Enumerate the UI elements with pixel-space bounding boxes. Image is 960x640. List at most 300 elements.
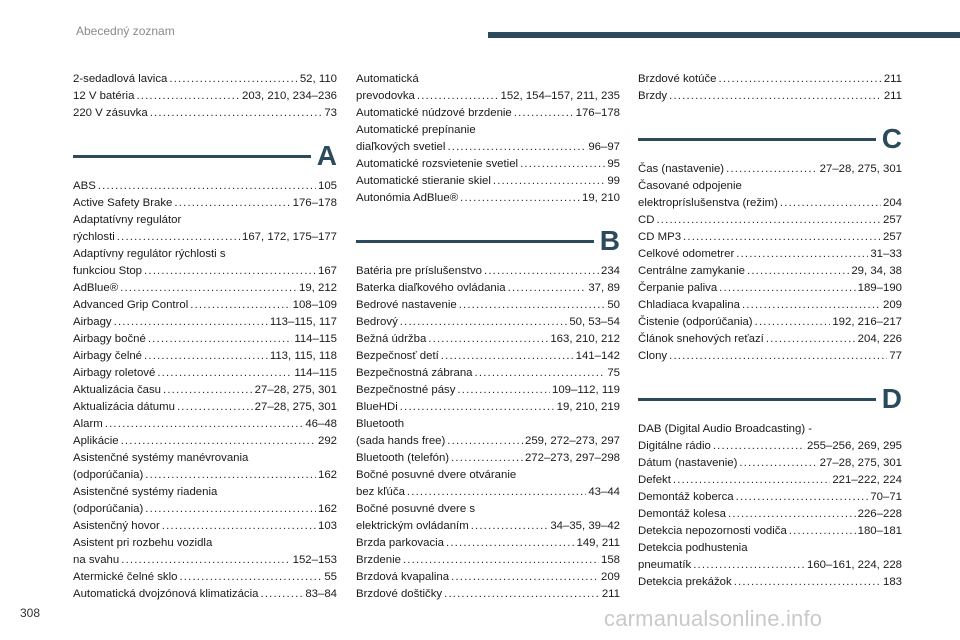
index-line — [73, 569, 337, 586]
index-term: Bedrový — [356, 316, 398, 328]
index-pages: 19, 210, 219 — [556, 401, 620, 413]
index-pages: 221–222, 224 — [832, 474, 902, 486]
index-term: Detekcia prekážok — [638, 576, 732, 588]
index-term: Active Safety Brake — [73, 197, 173, 209]
index-pages: 180–181 — [857, 525, 902, 537]
index-term: Batéria pre príslušenstvo — [356, 265, 482, 277]
index-term: Čistenie (odporúčania) — [638, 316, 753, 328]
dot-leader — [739, 455, 817, 472]
index-term: Automatické stieranie skiel — [356, 175, 491, 187]
index-line — [73, 212, 337, 229]
dot-leader — [261, 586, 304, 603]
index-line — [356, 484, 620, 501]
index-entry — [638, 331, 902, 348]
index-pages: 73 — [324, 107, 337, 119]
dot-leader — [719, 71, 882, 88]
dot-leader — [484, 263, 599, 280]
index-pages: 34–35, 39–42 — [550, 520, 620, 532]
index-entry — [638, 71, 902, 88]
index-term: funkciou Stop — [73, 265, 143, 277]
index-entry — [356, 416, 620, 450]
index-term: Automatická — [356, 73, 419, 85]
index-term: Adaptívny regulátor rýchlosti s — [73, 248, 226, 260]
index-entry — [73, 195, 337, 212]
index-pages: 37, 89 — [588, 282, 620, 294]
dot-leader — [789, 523, 856, 540]
index-line — [73, 586, 337, 603]
index-pages: 226–228 — [857, 508, 902, 520]
index-entry — [356, 535, 620, 552]
index-entry — [73, 71, 337, 88]
index-entry — [638, 421, 902, 455]
index-line — [638, 314, 902, 331]
index-entry — [356, 467, 620, 501]
index-term: Čas (nastavenie) — [638, 163, 725, 175]
dot-leader — [766, 331, 856, 348]
index-entry — [638, 280, 902, 297]
dot-leader — [121, 552, 290, 569]
index-term: Bočné posuvné dvere s — [356, 503, 476, 515]
index-line — [73, 382, 337, 399]
index-line — [356, 331, 620, 348]
index-line — [73, 314, 337, 331]
index-pages: 46–48 — [305, 418, 337, 430]
index-pages: 19, 212 — [298, 282, 337, 294]
index-line — [356, 105, 620, 122]
index-line — [356, 467, 620, 484]
index-pages: 113–115, 117 — [269, 316, 337, 328]
index-pages: 211 — [883, 90, 902, 102]
dot-leader — [475, 365, 606, 382]
index-line — [356, 518, 620, 535]
dot-leader — [736, 489, 869, 506]
index-column-2 — [356, 71, 620, 603]
index-term: Článok snehových reťazí — [638, 333, 764, 345]
index-pages: 272–273, 297–298 — [524, 452, 620, 464]
dot-leader — [145, 501, 316, 518]
index-entry — [73, 348, 337, 365]
index-line — [638, 263, 902, 280]
index-line — [73, 280, 337, 297]
index-line — [638, 557, 902, 574]
index-line — [356, 535, 620, 552]
index-pages: 189–190 — [857, 282, 902, 294]
index-term: Asistenčný hovor — [73, 520, 160, 532]
section-header — [73, 136, 337, 173]
index-line — [638, 297, 902, 314]
index-entry — [356, 331, 620, 348]
index-pages: 52, 110 — [299, 73, 337, 85]
index-term: Bočné posuvné dvere otváranie — [356, 469, 517, 481]
index-term: Celkové odometrer — [638, 248, 735, 260]
index-pages: 204, 226 — [857, 333, 902, 345]
index-term: BlueHDi — [356, 401, 398, 413]
index-term: Automatické núdzové brzdenie — [356, 107, 512, 119]
index-entry — [356, 399, 620, 416]
dot-leader — [457, 382, 550, 399]
section-letter: D — [881, 383, 902, 414]
index-term: Brzdy — [638, 90, 668, 102]
index-line — [356, 365, 620, 382]
dot-leader — [693, 557, 805, 574]
index-line — [73, 399, 337, 416]
index-pages: 83–84 — [305, 588, 337, 600]
dot-leader — [114, 314, 268, 331]
index-pages: 29, 34, 38 — [851, 265, 902, 277]
index-pages: 99 — [607, 175, 620, 187]
index-line — [356, 501, 620, 518]
index-entry — [638, 574, 902, 591]
index-pages: 114–115 — [294, 367, 337, 379]
index-entry — [73, 433, 337, 450]
dot-leader — [447, 433, 523, 450]
index-entry — [73, 586, 337, 603]
index-pages: 75 — [607, 367, 620, 379]
index-entry — [356, 586, 620, 603]
index-line — [356, 552, 620, 569]
index-line — [638, 540, 902, 557]
dot-leader — [400, 399, 555, 416]
index-term: Advanced Grip Control — [73, 299, 189, 311]
dot-leader — [459, 297, 606, 314]
index-line — [73, 71, 337, 88]
dot-leader — [174, 195, 290, 212]
index-term: Digitálne rádio — [638, 440, 711, 452]
dot-leader — [441, 348, 574, 365]
index-pages: 255–256, 269, 295 — [806, 440, 902, 452]
index-line — [73, 178, 337, 195]
index-entry — [356, 280, 620, 297]
index-line — [73, 297, 337, 314]
index-pages: 27–28, 275, 301 — [254, 384, 337, 396]
index-column-1 — [73, 71, 337, 603]
index-entry — [356, 297, 620, 314]
index-entry — [73, 535, 337, 569]
index-entry — [356, 569, 620, 586]
index-line — [356, 139, 620, 156]
index-entry — [638, 88, 902, 105]
index-pages: 292 — [317, 435, 337, 447]
index-entry — [356, 173, 620, 190]
dot-leader — [726, 161, 818, 178]
index-pages: 209 — [882, 299, 902, 311]
dot-leader — [105, 416, 304, 433]
index-term: na svahu — [73, 554, 120, 566]
index-line — [73, 552, 337, 569]
index-pages: 50, 53–54 — [569, 316, 620, 328]
index-entry — [356, 450, 620, 467]
index-term: Bežná údržba — [356, 333, 427, 345]
index-entry — [73, 297, 337, 314]
index-pages: 50 — [607, 299, 620, 311]
index-term: ABS — [73, 180, 96, 192]
dot-leader — [669, 88, 882, 105]
index-pages: 114–115 — [294, 333, 337, 345]
index-term: Brzdové kotúče — [638, 73, 717, 85]
index-entry — [638, 348, 902, 365]
index-term: Čerpanie paliva — [638, 282, 718, 294]
dot-leader — [719, 280, 855, 297]
index-line — [356, 88, 620, 105]
index-term: Bluetooth — [356, 418, 405, 430]
index-entry — [638, 263, 902, 280]
index-line — [73, 416, 337, 433]
index-line — [638, 195, 902, 212]
dot-leader — [728, 506, 856, 523]
index-pages: 27–28, 275, 301 — [819, 163, 902, 175]
dot-leader — [656, 212, 881, 229]
index-pages: 152–153 — [292, 554, 337, 566]
watermark: carmanualsonline.info — [604, 606, 823, 631]
dot-leader — [144, 263, 316, 280]
index-term: Detekcia nepozornosti vodiča — [638, 525, 787, 537]
index-pages: 176–178 — [575, 107, 620, 119]
index-term: elektrickým ovládaním — [356, 520, 469, 532]
section-rule — [73, 155, 311, 158]
index-line — [638, 421, 902, 438]
index-pages: 162 — [317, 503, 337, 515]
index-entry — [356, 382, 620, 399]
dot-leader — [447, 139, 586, 156]
index-line — [638, 161, 902, 178]
index-pages: 103 — [317, 520, 337, 532]
index-line — [638, 280, 902, 297]
index-entry — [356, 105, 620, 122]
dot-leader — [736, 246, 868, 263]
index-line — [356, 173, 620, 190]
index-line — [73, 501, 337, 518]
section-header — [638, 379, 902, 416]
dot-leader — [98, 178, 316, 195]
dot-leader — [120, 280, 297, 297]
index-entry — [73, 416, 337, 433]
index-pages: 167 — [317, 265, 337, 277]
header-bar — [488, 32, 960, 38]
index-pages: 96–97 — [588, 141, 620, 153]
index-pages: 162 — [317, 469, 337, 481]
header-title: Abecedný zoznam — [76, 24, 175, 38]
index-line — [356, 433, 620, 450]
index-line — [356, 348, 620, 365]
index-term: Asistenčné systémy riadenia — [73, 486, 218, 498]
index-line — [356, 71, 620, 88]
dot-leader — [407, 484, 586, 501]
dot-leader — [179, 569, 322, 586]
index-term: Bezpečnosť detí — [356, 350, 439, 362]
index-term: AdBlue® — [73, 282, 119, 294]
index-pages: 176–178 — [292, 197, 337, 209]
index-term: diaľkových svetiel — [356, 141, 446, 153]
index-term: rýchlosti — [73, 231, 115, 243]
index-line — [638, 523, 902, 540]
index-column-3 — [638, 71, 902, 591]
index-entry — [73, 88, 337, 105]
dot-leader — [190, 297, 290, 314]
index-term: (odporúčania) — [73, 503, 144, 515]
index-line — [638, 472, 902, 489]
index-term: Clony — [638, 350, 668, 362]
index-term: Detekcia podhustenia — [638, 542, 748, 554]
index-term: Centrálne zamykanie — [638, 265, 745, 277]
dot-leader — [780, 195, 881, 212]
index-term: Bluetooth (telefón) — [356, 452, 450, 464]
index-entry — [73, 314, 337, 331]
index-entry — [356, 501, 620, 535]
index-pages: 257 — [882, 214, 902, 226]
dot-leader — [177, 399, 253, 416]
index-entry — [356, 263, 620, 280]
index-line — [73, 229, 337, 246]
section-letter: C — [881, 123, 902, 154]
index-term: bez kľúča — [356, 486, 405, 498]
index-pages: 55 — [324, 571, 337, 583]
index-line — [73, 263, 337, 280]
dot-leader — [460, 190, 580, 207]
index-entry — [638, 229, 902, 246]
index-pages: 149, 211 — [576, 537, 620, 549]
index-term: Automatické rozsvietenie svetiel — [356, 158, 519, 170]
index-term: CD — [638, 214, 655, 226]
index-entry — [356, 314, 620, 331]
index-term: Defekt — [638, 474, 671, 486]
dot-leader — [400, 314, 568, 331]
index-entry — [638, 314, 902, 331]
index-line — [638, 348, 902, 365]
dot-leader — [162, 518, 316, 535]
index-pages: 141–142 — [575, 350, 620, 362]
dot-leader — [148, 331, 293, 348]
index-line — [73, 433, 337, 450]
index-pages: 113, 115, 118 — [269, 350, 337, 362]
section-letter: A — [316, 140, 337, 171]
index-term: 12 V batéria — [73, 90, 135, 102]
index-term: Chladiaca kvapalina — [638, 299, 740, 311]
index-term: Asistent pri rozbehu vozidla — [73, 537, 213, 549]
dot-leader — [157, 365, 292, 382]
index-line — [638, 455, 902, 472]
index-line — [73, 467, 337, 484]
index-pages: 158 — [600, 554, 620, 566]
dot-leader — [150, 105, 323, 122]
index-term: Časované odpojenie — [638, 180, 742, 192]
index-term: Baterka diaľkového ovládania — [356, 282, 506, 294]
index-term: Demontáž koberca — [638, 491, 734, 503]
index-line — [638, 229, 902, 246]
index-term: Aktualizácia dátumu — [73, 401, 175, 413]
index-term: Alarm — [73, 418, 103, 430]
dot-leader — [508, 280, 587, 297]
index-line — [356, 297, 620, 314]
index-line — [638, 71, 902, 88]
dot-leader — [669, 348, 887, 365]
index-line — [356, 314, 620, 331]
index-entry — [356, 71, 620, 105]
index-pages: 234 — [600, 265, 620, 277]
index-entry — [356, 156, 620, 173]
index-entry — [73, 246, 337, 280]
index-line — [73, 450, 337, 467]
index-line — [356, 450, 620, 467]
index-term: Atermické čelné sklo — [73, 571, 178, 583]
dot-leader — [755, 314, 831, 331]
index-pages: 160–161, 224, 228 — [806, 559, 902, 571]
index-term: Bedrové nastavenie — [356, 299, 457, 311]
index-pages: 183 — [882, 576, 902, 588]
index-entry — [73, 212, 337, 246]
index-term: DAB (Digital Audio Broadcasting) - — [638, 423, 813, 435]
index-entry — [356, 552, 620, 569]
index-pages: 192, 216–217 — [832, 316, 902, 328]
dot-leader — [742, 297, 881, 314]
index-pages: 105 — [317, 180, 337, 192]
index-line — [356, 122, 620, 139]
index-term: Demontáž kolesa — [638, 508, 727, 520]
index-line — [638, 574, 902, 591]
index-term: Asistenčné systémy manévrovania — [73, 452, 249, 464]
index-line — [638, 212, 902, 229]
index-pages: 211 — [883, 73, 902, 85]
index-term: Bezpečnostné pásy — [356, 384, 456, 396]
dot-leader — [471, 518, 549, 535]
index-entry — [638, 472, 902, 489]
section-header — [638, 119, 902, 156]
dot-leader — [117, 229, 240, 246]
index-line — [73, 88, 337, 105]
index-pages: 209 — [600, 571, 620, 583]
index-line — [73, 105, 337, 122]
index-term: Automatická dvojzónová klimatizácia — [73, 588, 259, 600]
index-line — [356, 416, 620, 433]
dot-leader — [451, 450, 523, 467]
index-line — [638, 331, 902, 348]
dot-leader — [713, 438, 805, 455]
index-term: Airbagy bočné — [73, 333, 146, 345]
index-entry — [73, 178, 337, 195]
index-term: Aktualizácia času — [73, 384, 162, 396]
index-line — [356, 263, 620, 280]
index-entry — [638, 297, 902, 314]
dot-leader — [145, 467, 316, 484]
index-term: Brzda parkovacia — [356, 537, 445, 549]
section-letter: B — [599, 225, 620, 256]
index-term: Autonómia AdBlue® — [356, 192, 459, 204]
index-pages: 70–71 — [870, 491, 902, 503]
index-pages: 163, 210, 212 — [550, 333, 620, 345]
index-entry — [356, 348, 620, 365]
index-term: Airbagy roletové — [73, 367, 156, 379]
index-entry — [356, 190, 620, 207]
index-entry — [638, 523, 902, 540]
dot-leader — [403, 552, 599, 569]
index-term: 220 V zásuvka — [73, 107, 148, 119]
dot-leader — [683, 229, 881, 246]
index-pages: 167, 172, 175–177 — [241, 231, 337, 243]
index-line — [356, 156, 620, 173]
index-term: CD MP3 — [638, 231, 682, 243]
index-entry — [356, 365, 620, 382]
index-term: Brzdová kvapalina — [356, 571, 450, 583]
index-line — [638, 88, 902, 105]
index-line — [73, 331, 337, 348]
index-pages: 27–28, 275, 301 — [254, 401, 337, 413]
index-term: Airbagy čelné — [73, 350, 143, 362]
index-line — [356, 569, 620, 586]
index-entry — [73, 105, 337, 122]
index-pages: 43–44 — [588, 486, 620, 498]
section-rule — [356, 240, 594, 243]
section-rule — [638, 138, 876, 141]
index-term: Brzdenie — [356, 554, 401, 566]
